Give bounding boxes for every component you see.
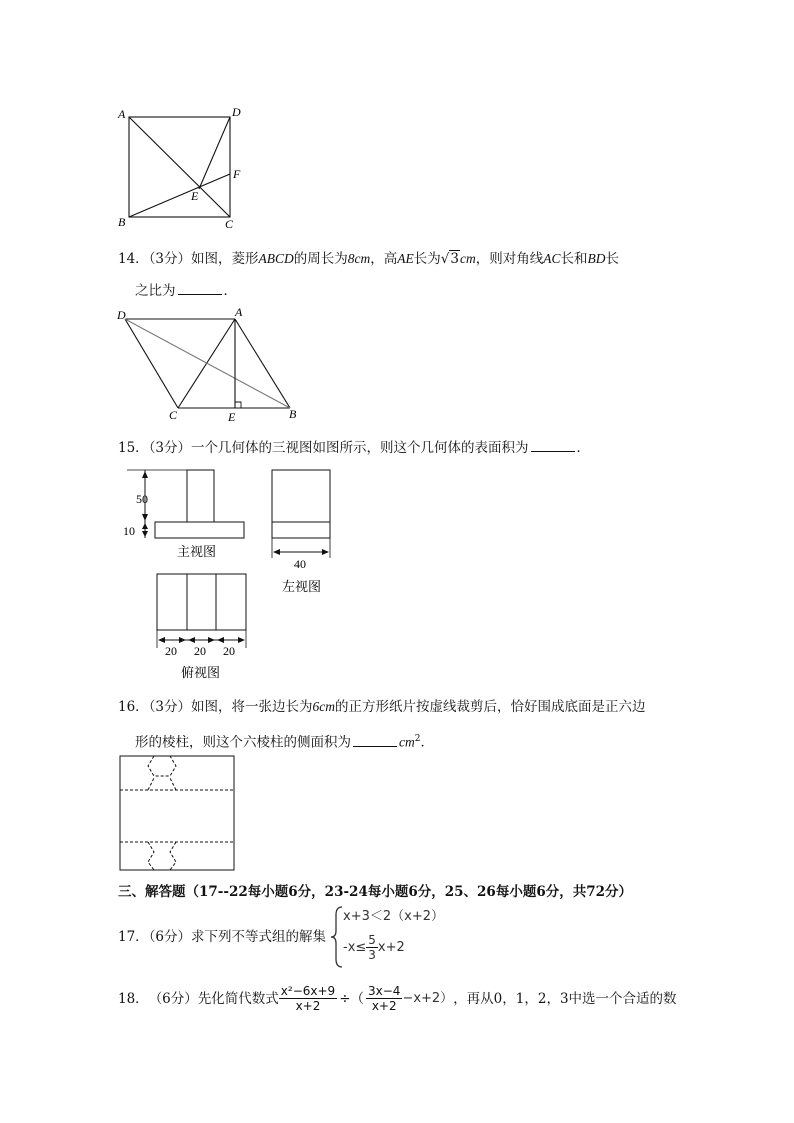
answer-blank bbox=[178, 280, 222, 295]
dashed-hex-top-join bbox=[148, 778, 154, 790]
question-16-line1 bbox=[118, 697, 646, 717]
q17-text: 求下列不等式组的解集 bbox=[191, 929, 327, 945]
paper-square bbox=[120, 756, 234, 870]
front-view-base bbox=[155, 522, 244, 538]
frac2-denominator: x+2 bbox=[371, 999, 397, 1013]
q15-text: 一个几何体的三视图如图所示，则这个几何体的表面积为 bbox=[191, 440, 529, 456]
dim-label-40: 40 bbox=[294, 557, 306, 571]
dashed-hex-bottom-right bbox=[170, 842, 176, 870]
segment-bf bbox=[129, 174, 230, 217]
question-17 bbox=[118, 927, 326, 947]
ineq2-left: -x≤ bbox=[343, 940, 367, 955]
brace-icon bbox=[330, 905, 344, 969]
q18-tail: −x+2） bbox=[402, 990, 454, 1006]
q14-text-b: 的周长为 bbox=[293, 251, 348, 267]
label-b: B bbox=[118, 215, 126, 229]
q14-ac: AC bbox=[543, 251, 561, 266]
question-14-line2 bbox=[135, 280, 237, 301]
q15-number: 15． bbox=[118, 440, 149, 456]
right-angle-mark bbox=[235, 402, 241, 408]
q16-end: ． bbox=[420, 734, 434, 751]
sqrt-argument: 3 bbox=[450, 251, 459, 267]
arrow-right-2 bbox=[208, 637, 215, 643]
q15-end: ． bbox=[576, 440, 591, 456]
dim-label-50: 50 bbox=[136, 492, 148, 506]
label-c: C bbox=[169, 408, 178, 422]
diagonal-db bbox=[125, 319, 290, 408]
arrow-right bbox=[322, 549, 329, 555]
figure-rhombus bbox=[115, 305, 305, 425]
q18-text-b: ，再从0，1，2，3中选一个合适的数 bbox=[453, 990, 677, 1007]
q17-score: （6分） bbox=[148, 929, 192, 945]
q16-unit: cm bbox=[399, 734, 415, 750]
q15-score: （3分） bbox=[148, 440, 192, 456]
side-ab bbox=[235, 319, 290, 408]
inequality-2 bbox=[343, 933, 405, 962]
arrow-right-3 bbox=[238, 637, 245, 643]
arrow-down-small bbox=[142, 531, 148, 537]
q14-line2-text: 之比为 bbox=[135, 283, 176, 299]
question-18 bbox=[118, 984, 677, 1013]
frac-numerator: 5 bbox=[368, 933, 376, 947]
dashed-hex-top-join2 bbox=[170, 778, 176, 790]
q14-number: 14． bbox=[118, 251, 149, 267]
q14-ae: AE bbox=[397, 251, 414, 266]
ineq2-right: x+2 bbox=[377, 940, 405, 955]
dashed-hex-bottom-left bbox=[148, 842, 154, 870]
question-14-line1 bbox=[118, 249, 619, 269]
q16-unit-sup: 2 bbox=[414, 734, 421, 744]
arrow-left-2 bbox=[188, 637, 195, 643]
side-view-caption: 左视图 bbox=[282, 579, 322, 594]
label-a: A bbox=[118, 107, 126, 121]
label-d: D bbox=[117, 308, 126, 322]
label-c: C bbox=[225, 217, 234, 231]
dim-label-20-c: 20 bbox=[223, 644, 235, 658]
side-cd bbox=[125, 319, 178, 408]
q14-text-f: 长和 bbox=[560, 251, 588, 267]
frac-denominator: 3 bbox=[368, 948, 376, 962]
top-view-caption: 俯视图 bbox=[181, 665, 221, 680]
q14-text-d: 长为 bbox=[413, 251, 441, 267]
q17-number: 17． bbox=[118, 929, 149, 945]
label-f: F bbox=[233, 167, 241, 181]
label-b: B bbox=[289, 407, 297, 421]
label-a: A bbox=[235, 305, 243, 319]
frac1-numerator: x²−6x+9 bbox=[280, 984, 336, 998]
fraction-5-3 bbox=[366, 933, 378, 962]
segment-de bbox=[199, 117, 230, 189]
diagonal-ac bbox=[129, 117, 230, 217]
front-view-upper-block bbox=[187, 470, 214, 522]
figure-square-abcd bbox=[115, 102, 255, 232]
q14-text-c: ，高 bbox=[370, 251, 398, 267]
q18-score: （6分） bbox=[148, 990, 198, 1007]
label-d: D bbox=[232, 105, 241, 119]
dim-label-20-a: 20 bbox=[165, 644, 177, 658]
fraction-2 bbox=[366, 984, 402, 1013]
q14-text-e: ，则对角线 bbox=[475, 251, 544, 267]
q16-text-a: 如图，将一张边长为 bbox=[191, 699, 313, 715]
top-view-outline bbox=[157, 574, 246, 630]
answer-blank bbox=[531, 437, 575, 452]
arrow-left bbox=[273, 549, 280, 555]
arrow-left-3 bbox=[217, 637, 224, 643]
label-e: E bbox=[228, 410, 236, 424]
q14-perimeter: 8cm bbox=[347, 251, 371, 266]
label-e: E bbox=[191, 189, 199, 203]
inequality-1: x+3＜2（x+2） bbox=[343, 909, 444, 924]
frac1-denominator: x+2 bbox=[295, 999, 321, 1013]
q18-divide: ÷（ bbox=[339, 990, 364, 1007]
arrow-up bbox=[142, 471, 148, 478]
arrow-left-1 bbox=[158, 637, 165, 643]
answer-blank bbox=[353, 732, 397, 747]
q14-end: ． bbox=[223, 283, 237, 299]
question-16-line2 bbox=[135, 729, 434, 753]
q14-unit: cm bbox=[459, 251, 476, 266]
q14-abcd: ABCD bbox=[258, 251, 294, 266]
arrow-right-1 bbox=[179, 637, 186, 643]
sqrt-symbol: √3 bbox=[440, 251, 459, 267]
q14-bd: BD bbox=[587, 251, 606, 266]
figure-paper-cut bbox=[118, 754, 240, 874]
q16-score: （3分） bbox=[148, 699, 192, 715]
arrow-up-small bbox=[142, 523, 148, 529]
dim-label-10: 10 bbox=[123, 524, 135, 538]
dashed-hex-top bbox=[148, 756, 176, 776]
q14-text-g: 长 bbox=[605, 251, 619, 267]
q16-line2-text: 形的棱柱，则这个六棱柱的侧面积为 bbox=[135, 734, 351, 751]
q14-text-a: 如图，菱形 bbox=[191, 251, 259, 267]
fraction-1 bbox=[279, 984, 337, 1013]
q16-side: 6cm bbox=[312, 699, 336, 714]
section-3-title: 三、解答题（17--22每小题6分，23-24每小题6分，25、26每小题6分，共72分） bbox=[118, 884, 632, 900]
q14-score: （3分） bbox=[148, 251, 192, 267]
side-view-outline bbox=[272, 470, 330, 538]
q16-number: 16． bbox=[118, 699, 149, 715]
dim-label-20-b: 20 bbox=[194, 644, 206, 658]
front-view-caption: 主视图 bbox=[177, 544, 217, 559]
figure-three-views bbox=[115, 462, 355, 682]
question-15 bbox=[118, 437, 590, 458]
frac2-numerator: 3x−4 bbox=[368, 984, 401, 998]
q18-number: 18． bbox=[118, 990, 149, 1007]
q18-text-a: 先化简代数式 bbox=[197, 990, 279, 1007]
arrow-down bbox=[142, 514, 148, 521]
q16-text-b: 的正方形纸片按虚线裁剪后，恰好围成底面是正六边 bbox=[335, 699, 646, 715]
